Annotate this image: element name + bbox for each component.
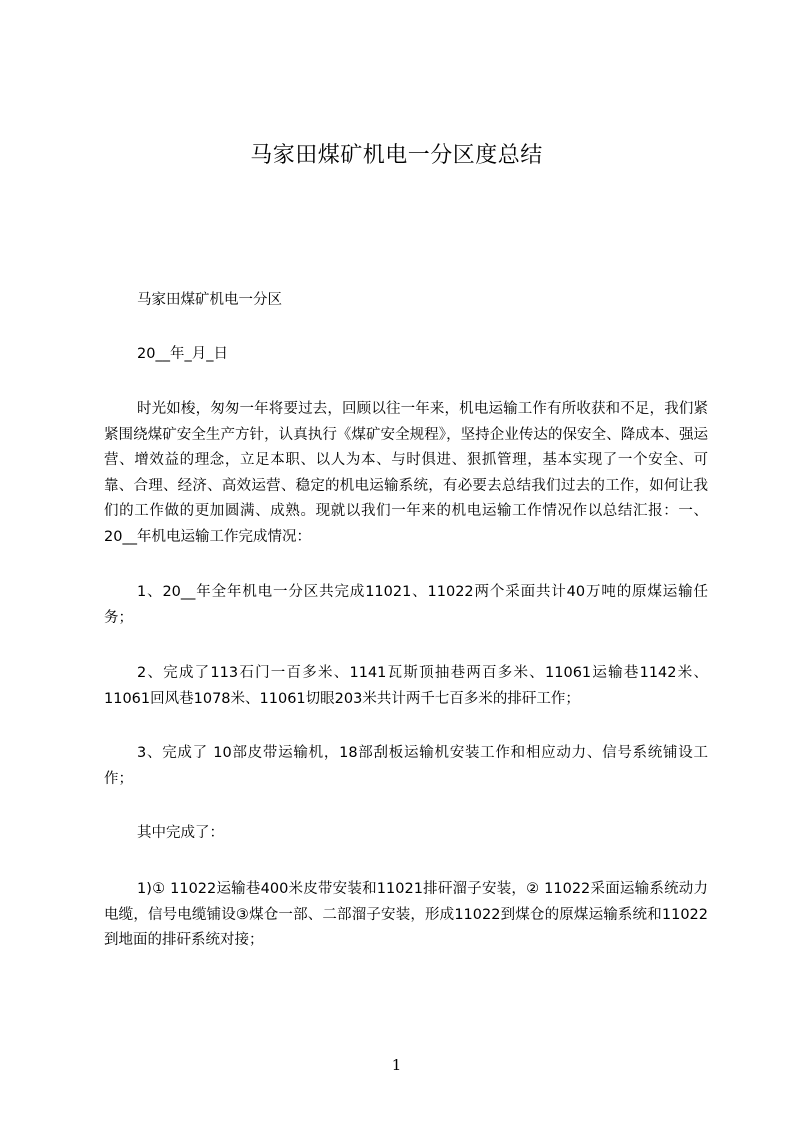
paragraph-item-1: 1、20__年全年机电一分区共完成11021、11022两个采面共计40万吨的原煤运输任务； [104, 584, 708, 626]
page-number: 1 [391, 1056, 402, 1074]
paragraph-item-2: 2、完成了113石门一百多米、1141瓦斯顶抽巷两百多米、11061运输巷1142米、11061回风巷1078米、11061切眼203米共计两千七百多米的排矸工作； [104, 665, 708, 707]
paragraph-item-3: 3、完成了 10部皮带运输机，18部刮板运输机安装工作和相应动力、信号系统铺设工作； [104, 745, 708, 787]
paragraph-organization: 马家田煤矿机电一分区 [137, 292, 282, 308]
paragraph-subheading: 其中完成了： [137, 825, 224, 841]
paragraph-subitem-1: 1)① 11022运输巷400米皮带安装和11021排矸溜子安装，② 11022采面运输系统动力电缆，信号电缆铺设③煤仓一部、二部溜子安装，形成11022到煤仓的原煤运输系统和11022到地面的排矸系统对接； [104, 881, 708, 948]
document-title: 马家田煤矿机电一分区度总结 [250, 143, 543, 168]
paragraph-date: 20__年_月_日 [137, 346, 228, 362]
paragraph-introduction: 时光如梭，匆匆一年将要过去，回顾以往一年来，机电运输工作有所收获和不足，我们紧紧围绕煤矿安全生产方针，认真执行《煤矿安全规程》，坚持企业传达的保安全、降成本、强运营、增效益的理念，立足本职、以人为本、与时俱进、狠抓管理，基本实现了一个安全、可靠、合理、经济、高效运营、稳定的机电运输系统，有必要去总结我们过去的工作，如何让我们的工作做的更加圆满、成熟。现就以我们一年来的机电运输工作情况作以总结汇报：一、20__年机电运输工作完成情况： [104, 401, 708, 545]
